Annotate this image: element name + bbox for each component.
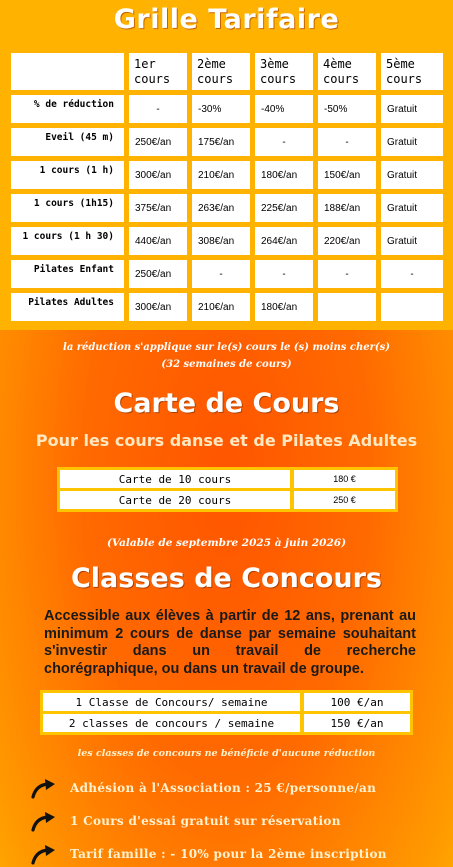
table-cell: Gratuit (381, 128, 443, 156)
table-cell: 180€/an (255, 293, 313, 321)
concours-label: 2 classes de concours / semaine (43, 714, 300, 732)
concours-description: Accessible aux élèves à partir de 12 ans, prenant au minimum 2 cours de danse par semaine souhaitant s'investir dans un travail de recherche chorégraphique, ou dans un travail de groupe. (44, 608, 416, 677)
bullet-essai (30, 808, 440, 834)
page-title: Grille Tarifaire (113, 4, 340, 35)
table-cell: 175€/an (192, 128, 250, 156)
carte-heading: Carte de Cours (113, 388, 340, 419)
bullet-adhesion (30, 775, 440, 801)
row-label: 1 cours (1 h) (11, 161, 124, 189)
validity-note: (Valable de septembre 2025 à juin 2026) (106, 537, 347, 549)
header-cell: 1er cours (129, 53, 187, 90)
table-cell: - (129, 95, 187, 123)
table-cell: Gratuit (381, 95, 443, 123)
table-cell: Gratuit (381, 194, 443, 222)
row-label: % de réduction (11, 95, 124, 123)
curved-arrow-icon (30, 777, 58, 799)
row-label: 1 cours (1h15) (11, 194, 124, 222)
table-cell: 300€/an (129, 293, 187, 321)
concours-note: les classes de concours ne bénéficie d'aucune réduction (77, 748, 376, 759)
header-cell (11, 53, 124, 90)
table-cell: 210€/an (192, 161, 250, 189)
table-cell: 210€/an (192, 293, 250, 321)
bullet-text: Tarif famille : - 10% pour la 2ème inscription (70, 847, 387, 861)
concours-label: 1 Classe de Concours/ semaine (43, 693, 300, 711)
table-cell: 440€/an (129, 227, 187, 255)
table-cell: 250€/an (129, 128, 187, 156)
curved-arrow-icon (30, 810, 58, 832)
weeks-note: (32 semaines de cours) (161, 359, 292, 370)
table-row (43, 693, 410, 711)
table-header-row (11, 53, 443, 90)
table-row (11, 95, 443, 123)
bullet-famille (30, 841, 440, 867)
carte-price: 250 € (294, 491, 395, 509)
table-cell: -40% (255, 95, 313, 123)
table-cell: 220€/an (318, 227, 376, 255)
carte-label: Carte de 20 cours (60, 491, 290, 509)
table-row (11, 128, 443, 156)
concours-table (40, 690, 413, 735)
row-label: Eveil (45 m) (11, 128, 124, 156)
carte-subheading: Pour les cours danse et de Pilates Adultes (35, 431, 418, 450)
reduction-note: la réduction s'applique sur le(s) cours le (s) moins cher(s) (63, 342, 390, 353)
table-cell: 225€/an (255, 194, 313, 222)
table-cell: -30% (192, 95, 250, 123)
table-row (60, 491, 395, 509)
table-cell: 180€/an (255, 161, 313, 189)
table-row (11, 227, 443, 255)
table-row (11, 293, 443, 321)
price-table (6, 48, 448, 326)
table-cell: Gratuit (381, 161, 443, 189)
table-row (11, 194, 443, 222)
table-cell: -50% (318, 95, 376, 123)
bullet-text: Adhésion à l'Association : 25 €/personne/an (70, 781, 377, 795)
table-cell (318, 293, 376, 321)
bullet-text: 1 Cours d'essai gratuit sur réservation (70, 814, 341, 828)
table-cell: 150€/an (318, 161, 376, 189)
table-cell: 263€/an (192, 194, 250, 222)
table-row (11, 161, 443, 189)
row-label: 1 cours (1 h 30) (11, 227, 124, 255)
table-row (11, 260, 443, 288)
table-cell: - (255, 128, 313, 156)
header-cell: 5ème cours (381, 53, 443, 90)
table-row (60, 470, 395, 488)
table-cell: 300€/an (129, 161, 187, 189)
table-cell: 375€/an (129, 194, 187, 222)
concours-heading: Classes de Concours (70, 563, 382, 594)
carte-price: 180 € (294, 470, 395, 488)
table-cell: - (192, 260, 250, 288)
table-cell: Gratuit (381, 227, 443, 255)
concours-price: 100 €/an (304, 693, 410, 711)
table-cell: 308€/an (192, 227, 250, 255)
header-cell: 2ème cours (192, 53, 250, 90)
table-cell (381, 293, 443, 321)
table-cell: 188€/an (318, 194, 376, 222)
carte-label: Carte de 10 cours (60, 470, 290, 488)
table-cell: - (318, 128, 376, 156)
concours-price: 150 €/an (304, 714, 410, 732)
curved-arrow-icon (30, 843, 58, 865)
table-cell: - (381, 260, 443, 288)
table-row (43, 714, 410, 732)
table-cell: - (255, 260, 313, 288)
header-cell: 4ème cours (318, 53, 376, 90)
header-cell: 3ème cours (255, 53, 313, 90)
carte-table (57, 467, 398, 512)
row-label: Pilates Adultes (11, 293, 124, 321)
row-label: Pilates Enfant (11, 260, 124, 288)
table-cell: - (318, 260, 376, 288)
table-cell: 250€/an (129, 260, 187, 288)
table-cell: 264€/an (255, 227, 313, 255)
